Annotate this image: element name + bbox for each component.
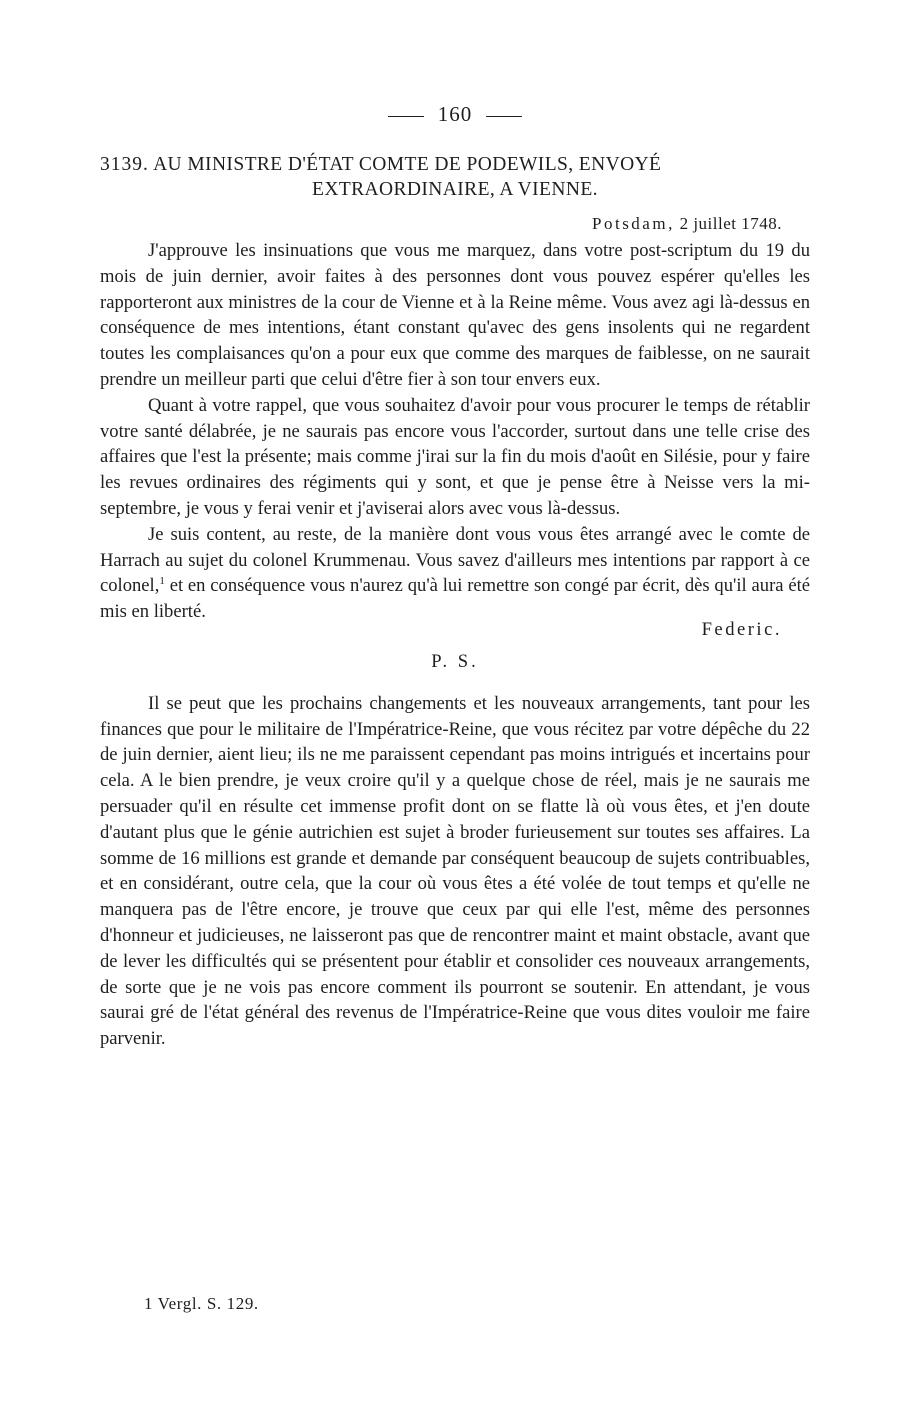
title-line-1: AU MINISTRE D'ÉTAT COMTE DE PODEWILS, ENVOYÉ [153,154,662,175]
page-number: 160 [437,102,473,126]
letter-number: 3139. [100,154,149,175]
paragraph-3-text-b: et en conséquence vous n'aurez qu'à lui remettre son congé par écrit, dès qu'il aura été mis en liberté. [100,575,810,623]
paragraph-3 [100,522,810,625]
paragraph-2: Quant à votre rappel, que vous souhaitez d'avoir pour vous procurer le temps de rétablir votre santé délabrée, je ne saurais pas encore vous l'accorder, surtout dans une telle crise des affaires que l'est la présente; mais comme j'irai sur la fin du mois d'août en Silésie, pour y faire les revues ordinaires des régiments qui y sont, et que je pense être à Neisse vers la mi-septembre, je vous y ferai venir et j'aviserai alors avec vous là-dessus. [100,394,810,519]
paragraph-1: J'approuve les insinuations que vous me marquez, dans votre post-scriptum du 19 du mois de juin dernier, avoir faites à des personnes dont vous pouvez espérer qu'elles les rapporteront aux ministres de la cour de Vienne et à la Reine même. Vous avez agi là-dessus en conséquence de mes intentions, étant constant qu'avec des gens insolents qui ne regardent toutes les complaisances qu'on a pour eux que comme des marques de faiblesse, on ne saurait prendre un meilleur parti que celui d'être fier à son tour envers eux. [100,240,810,390]
footnote-mark: 1 [144,1294,154,1313]
postscript-heading: P. S. [431,650,479,672]
title-line-2: EXTRAORDINAIRE, A VIENNE. [312,179,598,200]
postscript-text: Il se peut que les prochains changements et les nouveaux arrangements, tant pour les finances que pour le militaire de l'Impératrice-Reine, que vous récitez par votre dépêche du 22 de juin dernier, aient lieu; ils ne me paraissent cependant pas moins intrigués et incertains pour cela. A le bien prendre, je veux croire qu'il y a quelque chose de réel, mais je ne saurais me persuader qu'il en résulte cet immense profit dont on se flatte là où vous êtes, et j'en doute d'autant plus que le génie autrichien est sujet à broder furieusement sur toutes ses affaires. La somme de 16 millions est grande et demande par conséquent beaucoup de sujets contribuables, et en considérant, outre cela, que la cour où vous êtes a été volée de tout temps et qu'elle ne manquera pas de l'être encore, je trouve que ceux par qui elle l'est, même des personnes d'honneur et judicieuses, ne laisseront pas que de rencontrer maint et maint obstacle, avant que de lever les difficultés qui se présentent pour établir et consolider ces nouveaux arrangements, de sorte que je ne vois pas encore comment ils pourront se soutenir. En attendant, je vous saurai gré de l'état général des revenus de l'Impératrice-Reine que vous dites vouloir me faire parvenir. [100,692,810,1050]
signature: Federic. [701,618,782,640]
page-header [100,102,810,127]
paragraph-3-text-a: Je suis content, au reste, de la manière dont vous vous êtes arrangé avec le comte de Harrach au sujet du colonel Krummenau. Vous savez d'ailleurs mes intentions par rapport à ce colonel, [100,523,810,597]
footnote-reference: 1 [159,575,165,588]
dateline-place: Potsdam, [592,214,675,233]
dateline [592,214,782,234]
footnote [144,1294,259,1314]
header-rule-left [388,116,424,117]
letter-body [100,238,810,1052]
footnote-text: Vergl. S. 129. [157,1294,259,1313]
header-rule-right [486,116,522,117]
dateline-date: 2 juillet 1748. [679,214,782,233]
letter-title [100,152,810,202]
